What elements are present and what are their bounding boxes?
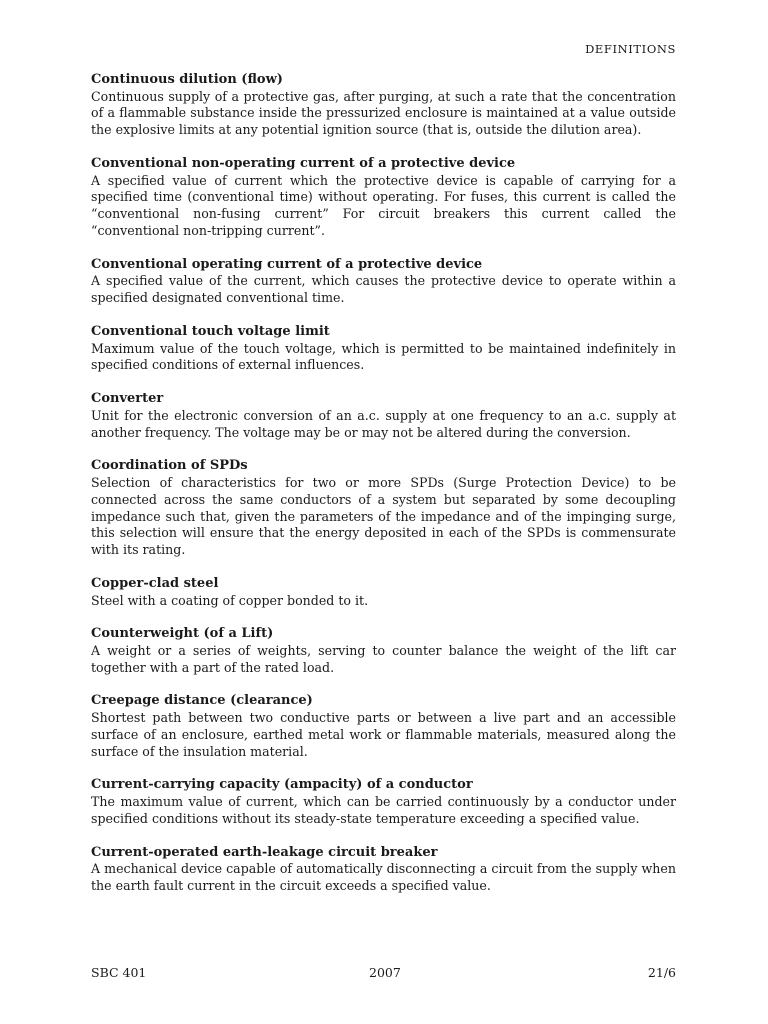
definition-text: Selection of characteristics for two or more SPDs (Surge Protection Device) to be connected across the same conductors of a system but separated by some decoupling impedance such that, given the parameters of the impedance and of the impinging surge, this selection will ensure that the energy deposited in each of the SPDs is commensurate with its rating. [91, 474, 676, 558]
definition-term: Creepage distance (clearance) [91, 693, 313, 709]
definition-text: Steel with a coating of copper bonded to it. [91, 592, 369, 608]
definition-entry [91, 458, 676, 559]
definition-term: Converter [91, 391, 164, 407]
definition-entry [91, 391, 676, 441]
definition-entry [91, 156, 676, 240]
definition-term: Current-operated earth-leakage circuit breaker [91, 844, 438, 860]
definition-term: Conventional touch voltage limit [91, 323, 330, 339]
footer-year: 2007 [369, 965, 401, 980]
definition-term: Current-carrying capacity (ampacity) of a conductor [91, 777, 473, 793]
definition-term: Continuous dilution (flow) [91, 72, 283, 87]
definition-entry [91, 626, 676, 676]
definition-text: Shortest path between two conductive parts or between a live part and an accessible surface of an enclosure, earthed metal work or flammable materials, measured along the surface of the insulation material. [91, 710, 676, 759]
definitions-list [91, 72, 676, 912]
definition-text: Maximum value of the touch voltage, which is permitted to be maintained indefinitely in specified conditions of external influences. [91, 340, 676, 373]
definition-entry [91, 324, 676, 374]
definition-entry [91, 576, 676, 609]
definition-text: Continuous supply of a protective gas, after purging, at such a rate that the concentration of a flammable substance inside the pressurized enclosure is maintained at a value outside the explosive limits at any potential ignition source (that is, outside the dilution area). [91, 88, 676, 138]
definition-term: Conventional operating current of a protective device [91, 256, 483, 272]
definition-text: Unit for the electronic conversion of an a.c. supply at one frequency to an a.c. supply at another frequency. The voltage may be or may not be altered during the conversion. [91, 407, 676, 440]
section-header: DEFINITIONS [585, 42, 676, 56]
definition-term: Copper-clad steel [91, 575, 219, 591]
definition-entry [91, 845, 676, 895]
definition-entry [91, 72, 676, 139]
definition-text: The maximum value of current, which can be carried continuously by a conductor under specified conditions without its steady-state temperature exceeding a specified value. [91, 794, 676, 826]
definition-term: Coordination of SPDs [91, 458, 248, 474]
definition-entry [91, 777, 676, 827]
definition-text: A specified value of current which the protective device is capable of carrying for a specified time (conventional time) without operating. For fuses, this current is called the “conventional non-fusing current” For circuit breakers this current called the “conventional non-tripping current”. [91, 172, 676, 238]
definition-entry [91, 693, 676, 760]
definition-text: A mechanical device capable of automatically disconnecting a circuit from the supply when the earth fault current in the circuit exceeds a specified value. [91, 861, 676, 894]
footer-document-code: SBC 401 [91, 965, 147, 980]
footer-page-number: 21/6 [647, 965, 676, 980]
definition-entry [91, 257, 676, 307]
definition-term: Conventional non-operating current of a protective device [91, 155, 516, 171]
definition-text: A specified value of the current, which causes the protective device to operate within a specified designated conventional time. [91, 273, 676, 306]
definition-text: A weight or a series of weights, serving to counter balance the weight of the lift car together with a part of the rated load. [91, 642, 676, 675]
definition-term: Counterweight (of a Lift) [91, 626, 274, 642]
